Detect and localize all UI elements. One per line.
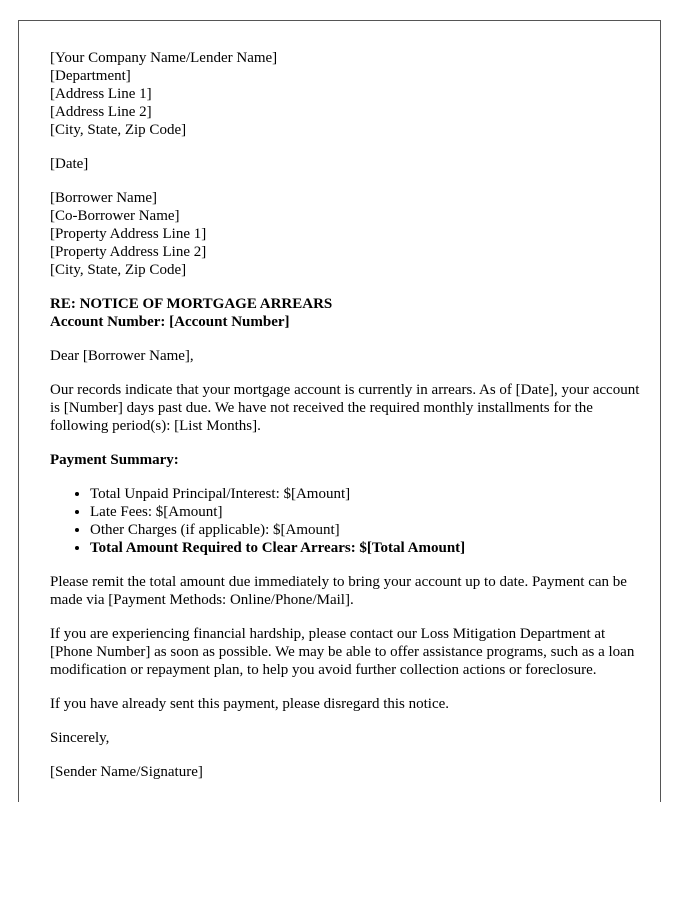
- subject-block: [50, 295, 640, 331]
- sender-address-line-2: [Address Line 2]: [50, 104, 152, 120]
- sender-address: [50, 49, 640, 139]
- list-item: • Total Unpaid Principal/Interest: $[Amount]: [90, 485, 640, 503]
- subject-account-number: Account Number: [Account Number]: [50, 314, 290, 330]
- remit-paragraph: Please remit the total amount due immediately to bring your account up to date. Payment can be made via [Payment Methods: Online/Phone/Mail].: [50, 574, 627, 608]
- disregard-paragraph: If you have already sent this payment, please disregard this notice.: [50, 696, 450, 712]
- letter-date: [50, 155, 640, 173]
- closing: Sincerely,: [50, 730, 110, 746]
- recipient-address-line-2: [Property Address Line 2]: [50, 244, 207, 260]
- sender-company: [Your Company Name/Lender Name]: [50, 50, 278, 66]
- list-item: • Late Fees: $[Amount]: [90, 503, 640, 521]
- hardship-paragraph: If you are experiencing financial hardship, please contact our Loss Mitigation Department at [Phone Number] as soon as possible. We may be able to offer assistance programs, such as a loan modification or repayment plan, to help you avoid further collection actions or foreclosure.: [50, 626, 635, 678]
- recipient-address-line-1: [Property Address Line 1]: [50, 226, 207, 242]
- list-item: • Other Charges (if applicable): $[Amount]: [90, 521, 640, 539]
- signature: [Sender Name/Signature]: [50, 764, 203, 780]
- letter-content: [50, 49, 640, 797]
- sender-department: [Department]: [50, 68, 131, 84]
- sender-city-state-zip: [City, State, Zip Code]: [50, 122, 187, 138]
- letter-page: [18, 20, 661, 802]
- recipient-borrower: [Borrower Name]: [50, 190, 158, 206]
- recipient-address: [50, 189, 640, 279]
- recipient-co-borrower: [Co-Borrower Name]: [50, 208, 180, 224]
- subject-re: RE: NOTICE OF MORTGAGE ARREARS: [50, 296, 333, 312]
- intro-paragraph: Our records indicate that your mortgage account is currently in arrears. As of [Date], your account is [Number] days past due. We have not received the required monthly installments for the following period(s): [List Months].: [50, 382, 640, 434]
- payment-summary-heading: Payment Summary:: [50, 452, 179, 468]
- payment-summary-list: [50, 485, 640, 557]
- sender-address-line-1: [Address Line 1]: [50, 86, 152, 102]
- date-text: [Date]: [50, 156, 89, 172]
- total-amount-item: • Total Amount Required to Clear Arrears: $[Total Amount]: [90, 539, 640, 557]
- recipient-city-state-zip: [City, State, Zip Code]: [50, 262, 187, 278]
- salutation: Dear [Borrower Name],: [50, 348, 194, 364]
